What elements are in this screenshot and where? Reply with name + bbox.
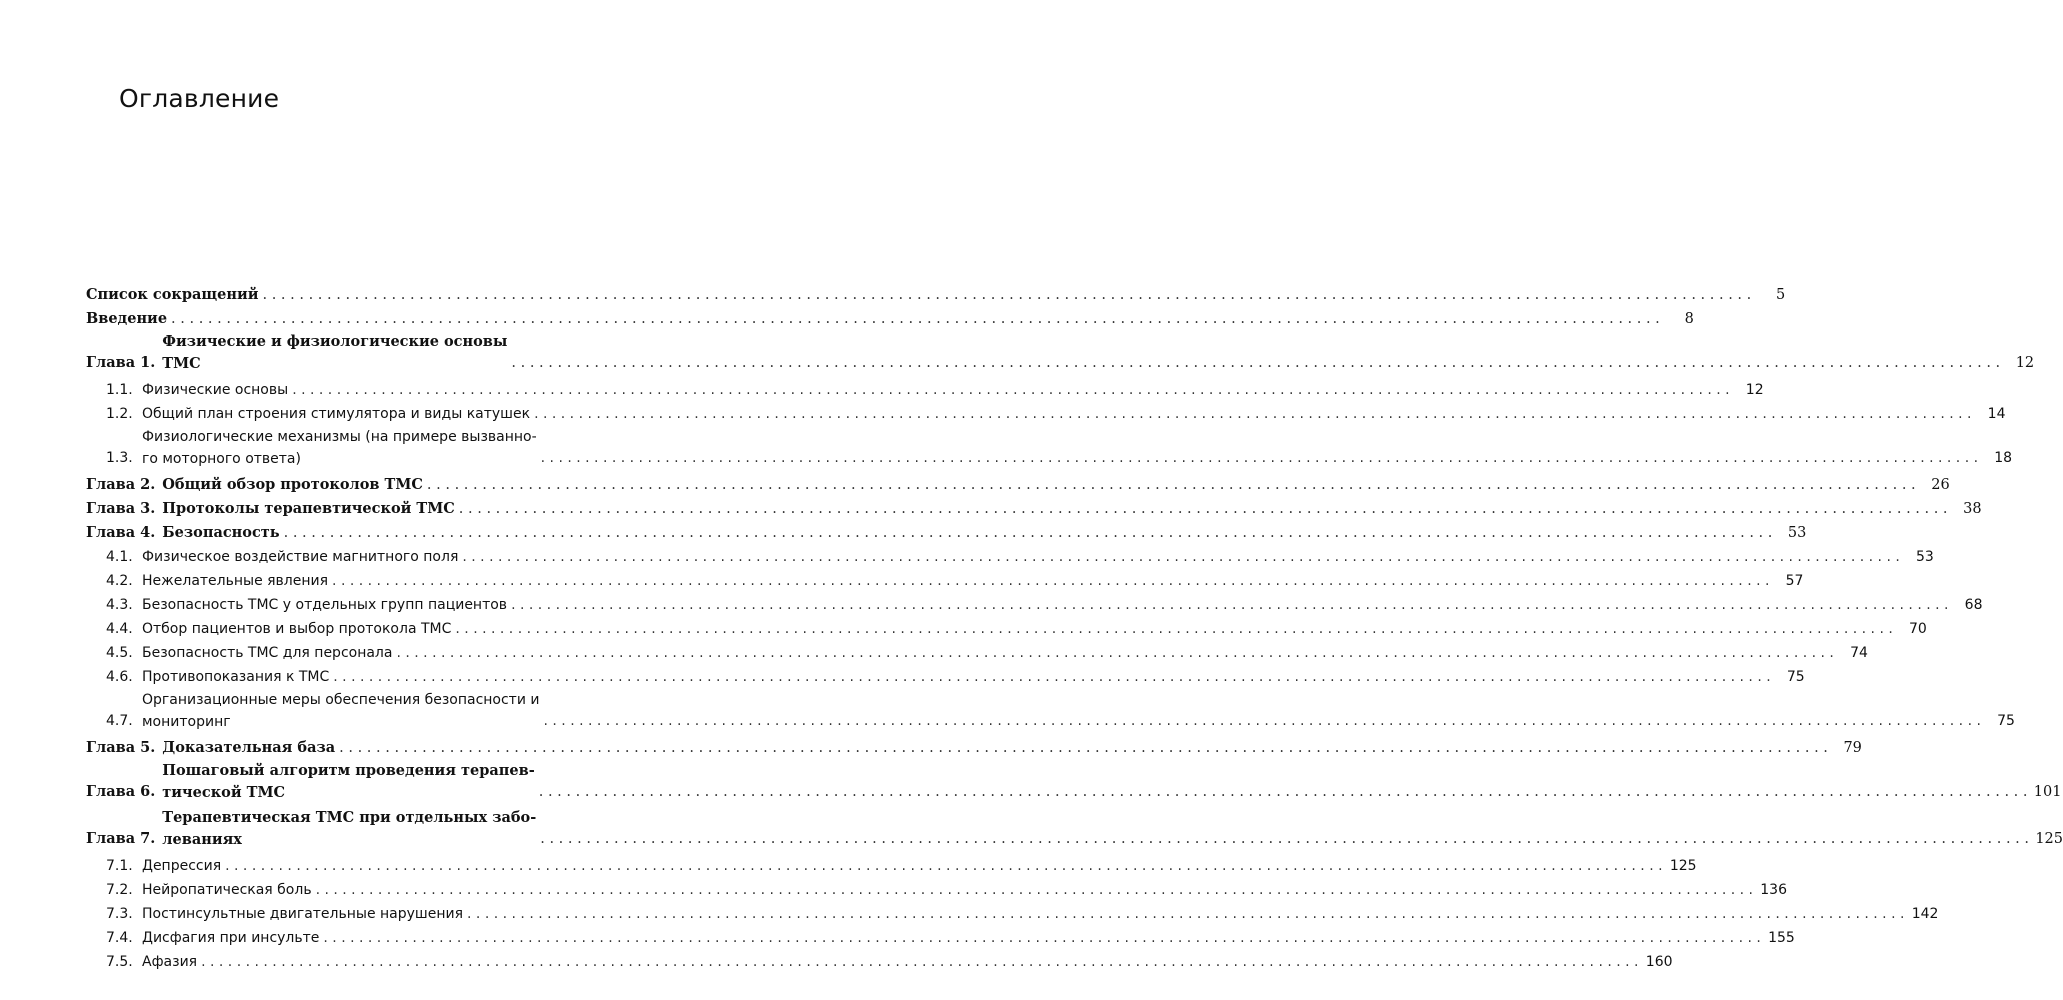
toc-entry-page: 8	[1684, 311, 1694, 327]
toc-entry-page: 136	[1760, 882, 1787, 898]
toc-entry-title-line: Безопасность ТМС у отдельных групп пациентов	[142, 597, 508, 613]
toc-entry[interactable]	[106, 689, 2015, 733]
toc-entry-title-line-2: леваниях	[162, 831, 242, 848]
toc-entry-title	[142, 641, 392, 665]
dot-leader	[540, 827, 2029, 851]
toc-entry-title-line: Афазия	[142, 954, 198, 970]
toc-entry[interactable]	[106, 378, 1764, 402]
toc-entry-title-line: Общий план строения стимулятора и виды катушек	[142, 406, 531, 422]
toc-entry-number: Глава 5.	[86, 739, 156, 756]
toc-entry[interactable]	[106, 402, 2006, 426]
toc-entry-title	[162, 473, 423, 497]
toc-entry-title-line: Нейропатическая боль	[142, 882, 312, 898]
toc-entry-title-line: Физические основы	[142, 382, 289, 398]
toc-entry-number: 7.1.	[106, 858, 133, 874]
toc-entry[interactable]	[86, 736, 1862, 760]
toc-entry-title	[142, 878, 312, 902]
toc-entry-title-line-2: го моторного ответа)	[142, 451, 301, 467]
toc-entry[interactable]	[106, 878, 1787, 902]
toc-entry-number: 1.3.	[106, 450, 133, 466]
toc-entry-title-line-2: мониторинг	[142, 714, 231, 730]
toc-entry-page: 18	[1994, 450, 2013, 466]
toc-entry[interactable]	[106, 426, 2013, 470]
toc-entry-title-line: Безопасность	[162, 524, 280, 541]
dot-leader	[511, 593, 1948, 617]
toc-entry-title	[162, 760, 534, 804]
dot-leader	[292, 378, 1729, 402]
toc-entry-page: 101	[2033, 784, 2062, 800]
toc-entry-title	[142, 378, 288, 402]
toc-entry-number: 4.1.	[106, 549, 133, 565]
toc-entry-number: 7.3.	[106, 906, 133, 922]
toc-entry-title	[142, 902, 463, 926]
toc-entry[interactable]	[86, 497, 1982, 521]
toc-entry-title-line: Физическое воздействие магнитного поля	[142, 549, 459, 565]
toc-entry[interactable]	[86, 307, 1694, 331]
toc-entry-title	[142, 617, 451, 641]
toc-entry-title-line: Организационные меры обеспечения безопасности и	[142, 692, 540, 708]
toc-entry-page: 142	[1911, 906, 1939, 922]
toc-entry-page: 12	[1745, 382, 1764, 398]
toc-entry-title-line: Постинсультные двигательные нарушения	[142, 906, 464, 922]
dot-leader	[544, 709, 1981, 733]
dot-leader	[262, 283, 1751, 307]
toc-entry-page: 75	[1997, 713, 2015, 729]
dot-leader	[534, 402, 1971, 426]
dot-leader	[284, 521, 1773, 545]
dot-leader	[339, 736, 1828, 760]
toc-entry-title-line: Введение	[86, 310, 168, 327]
toc-entry-title-line: Пошаговый алгоритм проведения терапев-	[162, 762, 535, 779]
dot-leader	[225, 854, 1662, 878]
toc-entry-page: 12	[2015, 355, 2035, 371]
toc-entry[interactable]	[86, 760, 2062, 804]
toc-entry-page: 38	[1963, 501, 1982, 517]
dot-leader	[396, 641, 1833, 665]
toc-entry[interactable]	[106, 926, 1795, 950]
toc-entry-title	[142, 665, 329, 689]
dot-leader	[201, 950, 1638, 974]
toc-entry[interactable]	[106, 569, 1804, 593]
toc-entry[interactable]	[106, 902, 1939, 926]
toc-entry-number: 4.5.	[106, 645, 133, 661]
toc-entry-title	[142, 689, 540, 733]
toc-entry-title	[142, 569, 328, 593]
toc-entry-number: 7.4.	[106, 930, 133, 946]
toc-entry-title	[162, 807, 536, 851]
toc-entry-title	[142, 950, 197, 974]
toc-entry-page: 68	[1964, 597, 1983, 613]
dot-leader	[462, 545, 1899, 569]
dot-leader	[455, 617, 1892, 641]
toc-entry-title-line-2: тической ТМС	[162, 784, 286, 801]
toc-entry-title	[162, 736, 335, 760]
toc-entry-title	[142, 426, 537, 470]
toc-entry-page: 74	[1850, 645, 1868, 661]
toc-entry[interactable]	[106, 854, 1697, 878]
toc-entry[interactable]	[106, 641, 1868, 665]
toc-entry-number: Глава 7.	[86, 830, 156, 847]
toc-entry-number: Глава 1.	[86, 354, 156, 371]
toc-entry-title-line: Общий обзор протоколов ТМС	[162, 476, 423, 493]
toc-entry-title-line: Физиологические механизмы (на примере вызванно-	[142, 429, 537, 445]
toc-entry[interactable]	[106, 665, 1805, 689]
page-title: Оглавление	[119, 84, 280, 113]
toc-entry-number: 1.2.	[106, 406, 133, 422]
toc-entry-title-line: Нежелательные явления	[142, 573, 329, 589]
toc-entry-title-line: Противопоказания к ТМС	[142, 669, 330, 685]
toc-entry-page: 125	[1669, 858, 1697, 874]
toc-entry[interactable]	[106, 593, 1983, 617]
toc-entry[interactable]	[86, 473, 1950, 497]
toc-entry-title	[142, 854, 221, 878]
toc-entry-number: 4.6.	[106, 669, 133, 685]
toc-entry-number: 4.3.	[106, 597, 133, 613]
toc-entry[interactable]	[86, 521, 1807, 545]
toc-entry-title	[142, 593, 507, 617]
toc-entry-page: 53	[1787, 525, 1807, 541]
toc-entry[interactable]	[106, 950, 1673, 974]
toc-entry-number: 4.4.	[106, 621, 133, 637]
dot-leader	[333, 665, 1770, 689]
toc-entry-title	[162, 331, 507, 375]
toc-entry-page: 160	[1645, 954, 1673, 970]
toc-entry-title-line: Протоколы терапевтической ТМС	[162, 500, 455, 517]
toc-entry-title	[142, 926, 319, 950]
dot-leader	[467, 902, 1904, 926]
toc-entry-page: 79	[1843, 740, 1862, 756]
toc-entry-number: Глава 4.	[86, 524, 156, 541]
toc-entry[interactable]	[106, 545, 1934, 569]
toc-entry-page: 75	[1786, 669, 1805, 685]
dot-leader	[511, 351, 2000, 375]
toc-entry-page: 70	[1908, 621, 1927, 637]
toc-entry-title-line: Физические и физиологические основы	[162, 333, 508, 350]
toc-entry-title-line: Отбор пациентов и выбор протокола ТМС	[142, 621, 452, 637]
toc-entry-title-line: Дисфагия при инсульте	[142, 930, 320, 946]
toc-entry-number: Глава 3.	[86, 500, 156, 517]
toc-entry-title-line: Депрессия	[142, 858, 222, 874]
toc-entry-number: 4.2.	[106, 573, 133, 589]
dot-leader	[316, 878, 1753, 902]
toc-entry-page: 14	[1987, 406, 2006, 422]
toc-entry-page: 57	[1785, 573, 1804, 589]
dot-leader	[323, 926, 1760, 950]
toc-entry-title-line: Безопасность ТМС для персонала	[142, 645, 393, 661]
toc-entry-page: 26	[1931, 477, 1950, 493]
toc-entry-number: Глава 2.	[86, 476, 156, 493]
toc-entry-number: 1.1.	[106, 382, 133, 398]
toc-entry-number: 7.2.	[106, 882, 133, 898]
dot-leader	[459, 497, 1948, 521]
toc-entry-title	[142, 545, 458, 569]
dot-leader	[332, 569, 1769, 593]
toc-entry[interactable]	[86, 331, 2035, 375]
toc-entry-title-line-2: ТМС	[162, 355, 201, 372]
toc-entry-title	[162, 521, 279, 545]
toc-entry[interactable]	[106, 617, 1927, 641]
toc-entry-title-line: Список сокращений	[86, 286, 259, 303]
dot-leader	[539, 780, 2028, 804]
dot-leader	[427, 473, 1916, 497]
toc-entry-title-line: Терапевтическая ТМС при отдельных забо-	[162, 809, 537, 826]
toc-entry-number: Глава 6.	[86, 783, 156, 800]
dot-leader	[171, 307, 1660, 331]
toc-entry-page: 125	[2035, 831, 2063, 847]
toc-entry-title	[142, 402, 530, 426]
toc-entry-title-line: Доказательная база	[162, 739, 336, 756]
toc-entry[interactable]	[86, 283, 1786, 307]
toc-entry-title	[86, 307, 167, 331]
toc-entry-number: 7.5.	[106, 954, 133, 970]
toc-entry-title	[86, 283, 258, 307]
toc-entry-page: 53	[1915, 549, 1934, 565]
toc-entry-page: 155	[1768, 930, 1795, 946]
toc-entry-title	[162, 497, 455, 521]
toc-entry-number: 4.7.	[106, 713, 133, 729]
toc-entry[interactable]	[86, 807, 2063, 851]
dot-leader	[541, 446, 1978, 470]
toc-entry-page: 5	[1776, 287, 1786, 303]
